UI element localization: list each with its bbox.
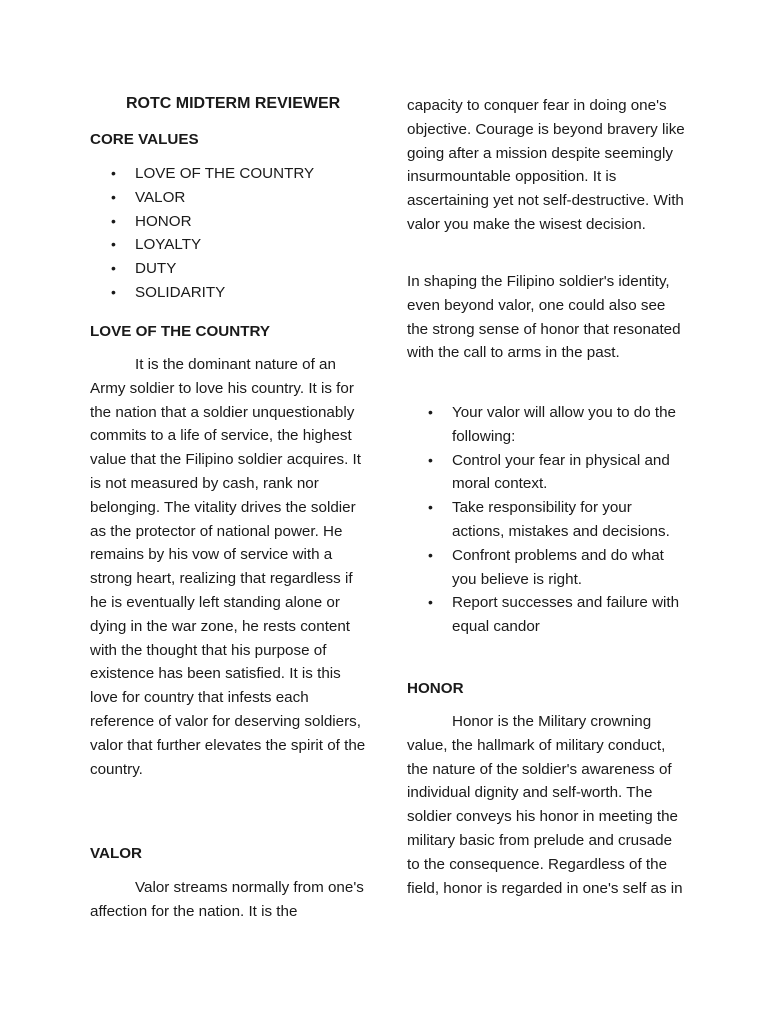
- list-item: • Your valor will allow you to do the following:: [407, 401, 685, 449]
- valor-paragraph-2: In shaping the Filipino soldier's identity, even beyond valor, one could also see the strong sense of honor that resonated with the call to arms in the past.: [407, 273, 681, 362]
- list-item: • Confront problems and do what you believe is right.: [407, 544, 685, 592]
- love-of-country-heading: LOVE OF THE COUNTRY: [90, 323, 271, 340]
- valor-paragraph-start: Valor streams normally from one's affection for the nation. It is the: [90, 879, 364, 920]
- core-values-heading: CORE VALUES: [90, 131, 199, 148]
- honor-paragraph: Honor is the Military crowning value, the hallmark of military conduct, the nature of the soldier's awareness of individual dignity and self-worth. The soldier conveys his honor in meeting the military basic from prelude and crusade to the consequence. Regardless of the field, honor is regarded in one's self as in: [407, 713, 683, 897]
- valor-paragraph-continued: capacity to conquer fear in doing one's objective. Courage is beyond bravery like going after a mission despite seemingly insurmountable opposition. It is ascertaining yet not self-destructive. With valor you make the wisest decision.: [407, 97, 685, 233]
- list-item: • Control your fear in physical and moral context.: [407, 449, 685, 497]
- list-item: • SOLIDARITY: [90, 281, 368, 305]
- valor-bullet-list: [407, 401, 685, 639]
- valor-heading: VALOR: [90, 845, 143, 862]
- honor-heading: HONOR: [407, 680, 464, 697]
- list-item: • Report successes and failure with equal candor: [407, 591, 685, 639]
- love-of-country-paragraph: It is the dominant nature of an Army soldier to love his country. It is for the nation that a soldier unquestionably commits to a life of service, the highest value that the Filipino soldier acquires. It is not measured by cash, rank nor belonging. The vitality drives the soldier as the protector of national power. He remains by his vow of service with a strong heart, realizing that regardless if he is eventually left standing alone or dying in the war zone, he rests content with the thought that his purpose of existence has been satisfied. It is this love for country that infests each reference of valor for deserving soldiers, valor that further elevates the spirit of the country.: [90, 356, 366, 778]
- list-item: • Take responsibility for your actions, mistakes and decisions.: [407, 496, 685, 544]
- list-item: • DUTY: [90, 257, 368, 281]
- list-item: • VALOR: [90, 186, 368, 210]
- core-values-list: [90, 162, 368, 305]
- list-item: • HONOR: [90, 210, 368, 234]
- list-item: • LOYALTY: [90, 233, 368, 257]
- list-item: • LOVE OF THE COUNTRY: [90, 162, 368, 186]
- page-title: ROTC MIDTERM REVIEWER: [126, 95, 341, 112]
